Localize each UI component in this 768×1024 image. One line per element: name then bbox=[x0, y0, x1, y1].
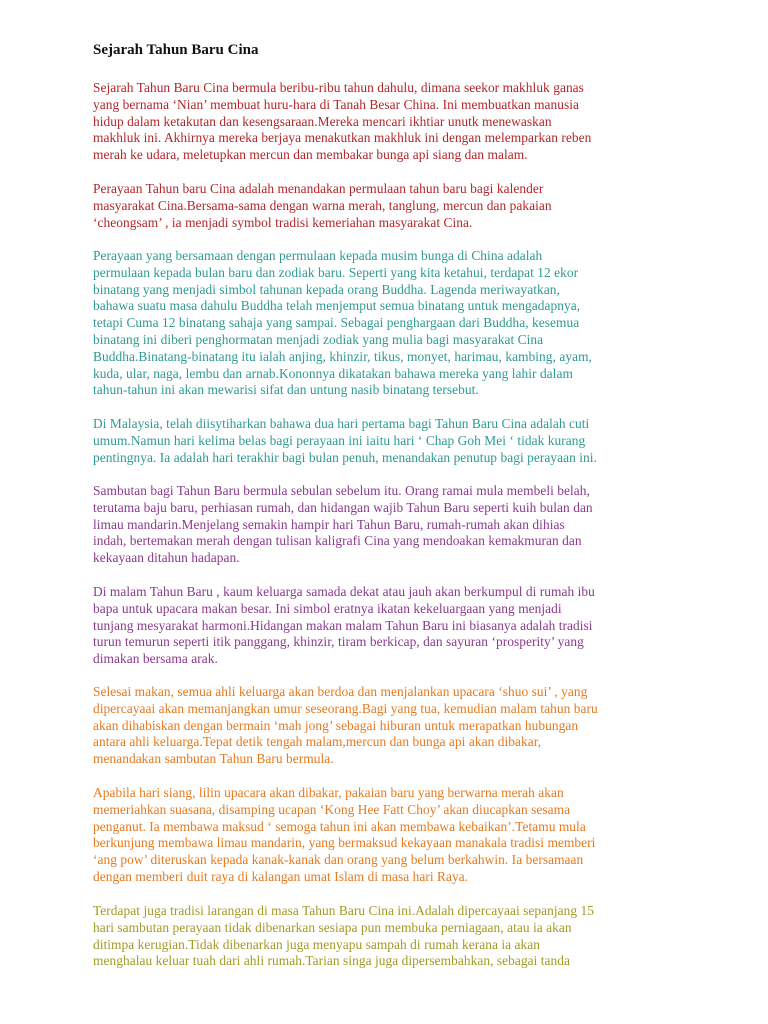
text-line: Di Malaysia, telah diisytiharkan bahawa dua hari pertama bagi Tahun Baru Cina adalah cuti bbox=[93, 416, 590, 431]
paragraph-8 bbox=[93, 785, 693, 886]
text-line: hidup dalam ketakutan dan kesengsaraan.Mereka mencari ikhtiar unutk menewaskan bbox=[93, 113, 552, 129]
paragraph-2 bbox=[93, 181, 693, 231]
text-line: masyarakat Cina.Bersama-sama dengan warna merah, tanglung, mercun dan pakaian bbox=[93, 197, 552, 213]
text-line: terutama baju baru, perhiasan rumah, dan hidangan wajib Tahun Baru seperti kuih bulan dan bbox=[93, 499, 593, 515]
text-line: permulaan kepada bulan baru dan zodiak baru. Seperti yang kita ketahui, terdapat 12 ekor bbox=[93, 264, 579, 280]
paragraph-4 bbox=[93, 416, 693, 466]
text-line: Sambutan bagi Tahun Baru bermula sebulan sebelum itu. Orang ramai mula membeli belah, bbox=[93, 483, 590, 498]
text-line: dipercayaai akan memanjangkan umur seseorang.Bagi yang tua, kemudian malam tahun baru bbox=[93, 700, 598, 716]
text-line: ditimpa kerugian.Tidak dibenarkan juga menyapu sampah di rumah kerana ia akan bbox=[93, 936, 540, 952]
text-line: Buddha.Binatang-binatang itu ialah anjing, khinzir, tikus, monyet, harimau, kambing, ayam, bbox=[93, 348, 592, 364]
text-line: Perayaan Tahun baru Cina adalah menandakan permulaan tahun baru bagi kalender bbox=[93, 181, 544, 196]
text-line: turun temurun seperti itik panggang, khinzir, tiram berkicap, dan sayuran ‘prosperity’ yang bbox=[93, 634, 584, 650]
text-line: indah, bertemakan merah dengan tulisan kaligrafi Cina yang mendoakan kemakmuran dan bbox=[93, 533, 582, 549]
text-line: dengan memberi duit raya di kalangan umat Islam di masa hari Raya. bbox=[93, 868, 469, 884]
text-line: antara ahli keluarga.Tepat detik tengah malam,mercun dan bunga api akan dibakar, bbox=[93, 734, 542, 750]
paragraph-5 bbox=[93, 483, 693, 567]
text-line: makhluk ini. Akhirnya mereka berjaya menakutkan makhluk ini dengan melemparkan reben bbox=[93, 130, 592, 146]
text-line: merah ke udara, meletupkan mercun dan membakar bunga api siang dan malam. bbox=[93, 147, 528, 163]
text-line: menandakan sambutan Tahun Baru bermula. bbox=[93, 751, 334, 767]
text-line: ‘ang pow’ diteruskan kepada kanak-kanak dan orang yang belum berkahwin. Ia bersamaan bbox=[93, 852, 584, 868]
text-line: Sejarah Tahun Baru Cina bermula beribu-ribu tahun dahulu, dimana seekor makhluk ganas bbox=[93, 80, 584, 95]
text-line: binatang ini diberi penghormatan menjadi zodiak yang mulia bagi masyarakat Cina bbox=[93, 331, 544, 347]
paragraph-3 bbox=[93, 248, 693, 399]
text-line: menghalau keluar tuah dari ahli rumah.Tarian singa juga dipersembahkan, sebagai tanda bbox=[93, 953, 571, 969]
text-line: kekayaan ditahun hadapan. bbox=[93, 550, 240, 566]
text-line: Apabila hari siang, lilin upacara akan dibakar, pakaian baru yang berwarna merah akan bbox=[93, 785, 564, 800]
paragraph-6 bbox=[93, 584, 693, 668]
text-line: tunjang mesyarakat harmoni.Hidangan makan malam Tahun Baru ini biasanya adalah tradisi bbox=[93, 617, 593, 633]
text-line: tetapi Cuma 12 binatang sahaja yang sampai. Sebagai penghargaan dari Buddha, kesemua bbox=[93, 315, 580, 331]
text-line: kuda, ular, naga, lembu dan arnab.Kononnya dikatakan bahawa mereka yang lahir dalam bbox=[93, 365, 573, 381]
text-line: dimakan bersama arak. bbox=[93, 651, 218, 667]
paragraph-9 bbox=[93, 903, 693, 970]
text-line: memeriahkan suasana, disamping ucapan ‘Kong Hee Fatt Choy’ akan diucapkan sesama bbox=[93, 801, 571, 817]
document-title: Sejarah Tahun Baru Cina bbox=[93, 42, 259, 58]
paragraph-7 bbox=[93, 684, 693, 768]
text-line: hari sambutan perayaan tidak dibenarkan sesiapa pun membuka perniagaan, atau ia akan bbox=[93, 919, 572, 935]
text-line: limau mandarin.Menjelang semakin hampir hari Tahun Baru, rumah-rumah akan dihias bbox=[93, 516, 565, 532]
text-line: bapa untuk upacara makan besar. Ini simbol eratnya ikatan kekeluargaan yang menjadi bbox=[93, 600, 562, 616]
text-line: tahun-tahun ini akan mewarisi sifat dan untung nasib binatang tersebut. bbox=[93, 382, 479, 398]
text-line: umum.Namun hari kelima belas bagi perayaan ini iaitu hari ‘ Chap Goh Mei ‘ tidak kurang bbox=[93, 432, 586, 448]
text-line: yang bernama ‘Nian’ membuat huru-hara di Tanah Besar China. Ini membuatkan manusia bbox=[93, 96, 580, 112]
text-line: bahawa suatu masa dahulu Buddha telah menjemput semua binatang untuk mengadapnya, bbox=[93, 298, 581, 314]
text-line: Perayaan yang bersamaan dengan permulaan kepada musim bunga di China adalah bbox=[93, 248, 543, 263]
text-line: pentingnya. Ia adalah hari terakhir bagi bulan penuh, menandakan penutup bagi perayaan ini. bbox=[93, 449, 597, 465]
text-line: Di malam Tahun Baru , kaum keluarga samada dekat atau jauh akan berkumpul di rumah ibu bbox=[93, 584, 595, 599]
text-line: Selesai makan, semua ahli keluarga akan berdoa dan menjalankan upacara ‘shuo sui’ , yang bbox=[93, 684, 588, 699]
paragraph-1 bbox=[93, 80, 693, 164]
text-line: penganut. Ia membawa maksud ‘ semoga tahun ini akan membawa kebaikan’.Tetamu mula bbox=[93, 818, 586, 834]
text-line: akan dihabiskan dengan bermain ‘mah jong’ sebagai hiburan untuk merapatkan hubungan bbox=[93, 717, 579, 733]
text-line: berkunjung membawa limau mandarin, yang bermaksud kekayaan manakala tradisi memberi bbox=[93, 835, 596, 851]
text-line: ‘cheongsam’ , ia menjadi symbol tradisi kemeriahan masyarakat Cina. bbox=[93, 214, 473, 230]
text-line: binatang yang menjadi simbol tahunan kepada orang Buddha. Lagenda meriwayatkan, bbox=[93, 281, 560, 297]
text-line: Terdapat juga tradisi larangan di masa Tahun Baru Cina ini.Adalah dipercayaai sepanjang 15 bbox=[93, 903, 595, 918]
